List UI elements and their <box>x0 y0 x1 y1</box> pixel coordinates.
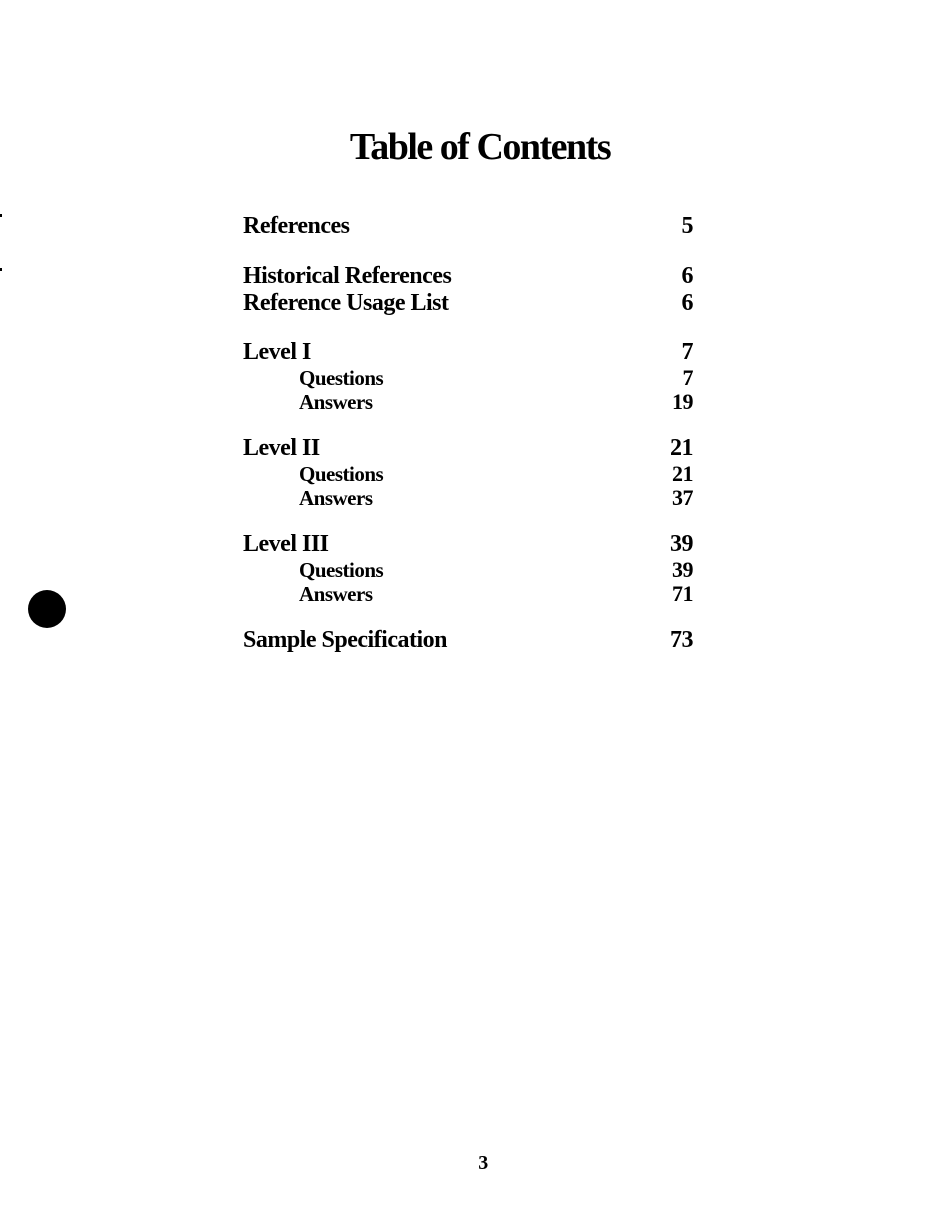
toc-entry-reference-usage-list <box>243 289 693 317</box>
toc-entry-level-3 <box>243 530 693 558</box>
toc-entry-label: Level II <box>243 435 320 461</box>
toc-subentry-level-1-answers <box>243 387 693 415</box>
toc-subentry-level-2-answers <box>243 483 693 511</box>
toc-entry-label: Answers <box>299 582 373 606</box>
toc-entry-label: Questions <box>299 558 384 582</box>
toc-entry-references <box>243 212 693 240</box>
toc-entry-level-1 <box>243 338 693 366</box>
hole-punch <box>28 590 66 628</box>
toc-entry-sample-specification <box>243 626 693 654</box>
toc-entry-label: Level I <box>243 339 311 365</box>
toc-entry-page: 71 <box>672 581 693 606</box>
toc-entry-label: Sample Specification <box>243 627 447 653</box>
toc-entry-page: 6 <box>681 263 693 289</box>
toc-entry-label: Questions <box>299 462 384 486</box>
toc-entry-page: 7 <box>682 365 693 390</box>
toc-entry-label: Level III <box>243 531 329 557</box>
toc-entry-page: 39 <box>670 531 693 557</box>
toc-entry-page: 21 <box>672 461 693 486</box>
toc-entry-label: Reference Usage List <box>243 290 449 316</box>
toc-entry-historical-references <box>243 262 693 290</box>
toc-entry-page: 7 <box>681 339 693 365</box>
toc-entry-page: 73 <box>670 627 693 653</box>
toc-entry-page: 5 <box>681 213 693 239</box>
toc-entry-level-2 <box>243 434 693 462</box>
toc-subentry-level-3-answers <box>243 579 693 607</box>
page-title: Table of Contents <box>349 126 611 168</box>
page-number: 3 <box>478 1152 488 1174</box>
toc-entry-page: 19 <box>672 389 693 414</box>
toc-entry-page: 39 <box>672 557 693 582</box>
toc-entry-label: Historical References <box>243 263 452 289</box>
toc-entry-page: 21 <box>670 435 693 461</box>
toc-entry-label: Answers <box>299 390 373 414</box>
toc-entry-label: Answers <box>299 486 373 510</box>
toc-entry-page: 37 <box>672 485 693 510</box>
toc-entry-label: References <box>243 213 350 239</box>
toc-entry-label: Questions <box>299 366 384 390</box>
toc-entry-page: 6 <box>681 290 693 316</box>
